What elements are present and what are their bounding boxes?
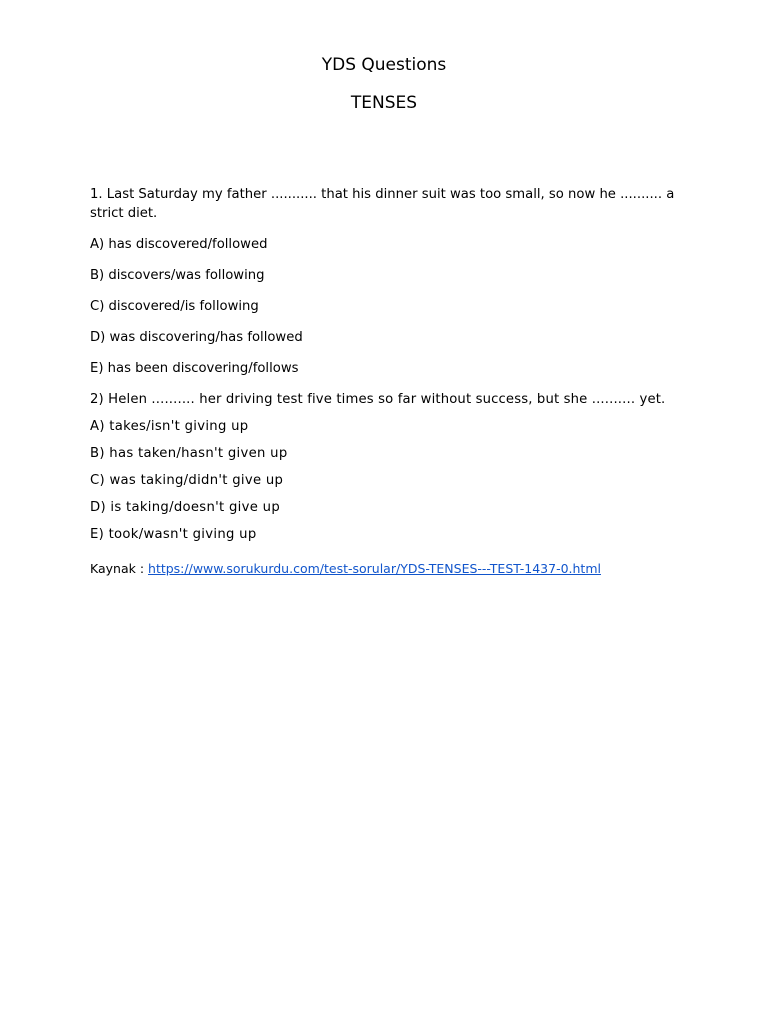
question-1-option-e: E) has been discovering/follows xyxy=(90,361,299,376)
question-2-option-e: E) took/wasn't giving up xyxy=(90,527,257,542)
question-2-option-a: A) takes/isn't giving up xyxy=(90,419,249,434)
question-2-option-b: B) has taken/hasn't given up xyxy=(90,446,288,461)
document-subtitle: TENSES xyxy=(350,93,418,113)
question-2 xyxy=(90,390,680,544)
question-1 xyxy=(90,185,680,378)
question-1-option-c: C) discovered/is following xyxy=(90,299,259,314)
question-2-option-d: D) is taking/doesn't give up xyxy=(90,500,280,515)
source-line xyxy=(90,559,680,578)
question-list xyxy=(90,185,680,578)
source-label: Kaynak : xyxy=(90,561,149,576)
question-1-option-a: A) has discovered/followed xyxy=(90,237,268,252)
question-1-option-b: B) discovers/was following xyxy=(90,268,265,283)
source-link[interactable]: https://www.sorukurdu.com/test-sorular/YDS-TENSES---TEST-1437-0.html xyxy=(148,561,601,576)
question-2-stem: 2) Helen .......... her driving test five times so far without success, but she .......... yet. xyxy=(90,392,666,407)
question-1-stem: 1. Last Saturday my father ........... that his dinner suit was too small, so now he .......... a strict diet. xyxy=(90,187,675,221)
document-title: YDS Questions xyxy=(321,55,447,75)
question-2-option-c: C) was taking/didn't give up xyxy=(90,473,284,488)
question-1-option-d: D) was discovering/has followed xyxy=(90,330,303,345)
